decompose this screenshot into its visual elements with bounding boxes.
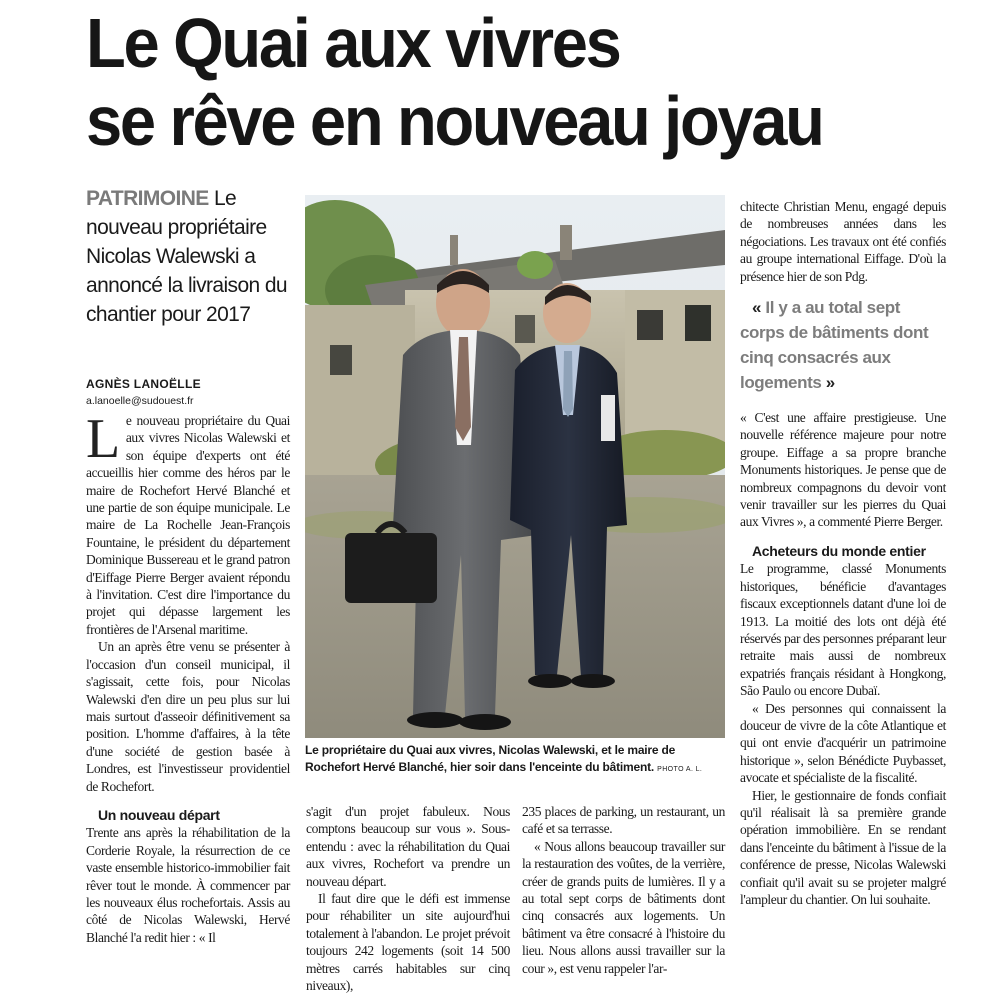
article-column-1 — [86, 408, 290, 946]
body-paragraph: « Nous allons beaucoup travailler sur la restauration des voûtes, de la verrière, créer de grands puits de lumières. Il y a au total sept corps de bâtiments dont cinq consacrés aux logements. Un bâtiment va être consacré à l'histoire du lieu. Nous allons aussi travailler sur la cour », est venu rappeler l'ar- — [522, 838, 725, 976]
body-paragraph: Trente ans après la réhabilitation de la Corderie Royale, la résurrection de ce vaste ensemble historico-immobilier fait rêver tout le monde. À commencer par les nouveaux élus rochefortais. Assis au côté de Nicolas Walewski, Hervé Blanché l'a redit hier : « Il — [86, 825, 290, 945]
body-paragraph: Hier, le gestionnaire de fonds confiait qu'il réalisait là sa première grande opération immobilière. En se rendant dans l'enceinte du bâtiment à l'issue de la conférence de presse, Nicolas Walewski confiait qu'il avait su se projeter malgré l'ampleur du chantier. On lui souhaite. — [740, 787, 946, 907]
article-column-3 — [522, 803, 725, 977]
lead-text: Le nouveau propriétaire Nicolas Walewski a annoncé la livraison du chantier pour 2017 — [86, 187, 288, 326]
body-paragraph: chitecte Christian Menu, engagé depuis de nombreuses années dans les négociations. Les travaux ont été confiés au groupe international Eiffage. D'où la présence hier de son Pdg. — [740, 199, 946, 284]
photo-illustration — [305, 195, 725, 738]
subheading: Un nouveau départ — [98, 806, 220, 823]
article-photo — [305, 195, 725, 738]
headline-line-2: se rêve en nouveau joyau — [86, 82, 823, 160]
author-name: AGNÈS LANOËLLE — [86, 377, 201, 391]
body-paragraph: Il faut dire que le défi est immense pour réhabiliter un site aujourd'hui totalement à l'abandon. Le projet prévoit toujours 242 logements (soit 14 500 mètres carrés habitables sur cinq niveaux), — [306, 891, 510, 994]
lead-paragraph — [86, 184, 296, 329]
drop-cap: L — [86, 408, 120, 470]
author-email: a.lanoelle@sudouest.fr — [86, 395, 194, 407]
headline-line-1: Le Quai aux vivres — [86, 4, 620, 82]
body-paragraph: Le programme, classé Monuments historiques, bénéficie d'avantages fiscaux exceptionnels datant d'une loi de 1913. La moitié des lots ont déjà été réservés par des personnes préparant leur retraite mais aussi de nombreux expatriés français résidant à Hongkong, São Paulo ou encore Dubaï. — [740, 561, 946, 699]
pull-quote: « Il y a au total sept corps de bâtiments dont cinq consacrés aux logements » — [740, 298, 929, 393]
body-paragraph: « C'est une affaire prestigieuse. Une nouvelle référence majeure pour notre groupe. Eiffage a sa propre branche Monuments historiques. Je pense que de nombreux compagnons du devoir vont venir travailler sur les pierres du Quai aux Vivres », a commenté Pierre Berger. — [740, 410, 946, 530]
photo-credit: PHOTO A. L. — [657, 766, 703, 773]
body-paragraph: Le nouveau propriétaire du Quai aux vivres Nicolas Walewski et son équipe d'experts ont été accueillis hier comme des héros par le maire de Rochefort Hervé Blanché et une partie de son équipe municipale. Le maire de La Rochelle Jean-François Fountaine, le président du département Dominique Bussereau et le grand patron d'Eiffage Pierre Berger avaient répondu à l'invitation. C'est dire l'importance du projet qui dépasse largement les frontières de l'Arsenal maritime. — [86, 408, 290, 637]
photo-caption: Le propriétaire du Quai aux vivres, Nicolas Walewski, et le maire de Rochefort Hervé Blanché, hier soir dans l'enceinte du bâtiment. PHOTO A. L. — [305, 743, 703, 774]
subheading: Acheteurs du monde entier — [752, 542, 926, 559]
kicker: PATRIMOINE — [86, 187, 209, 210]
body-paragraph: Un an après être venu se présenter à l'occasion d'un conseil municipal, il s'agissait, cette fois, pour Nicolas Walewski d'en dire un peu plus sur lui mais surtout d'asseoir définitivement sa position. L'homme d'affaires, à la tête d'une société de gestion basée à Londres, est l'investisseur providentiel de Rochefort. — [86, 639, 290, 794]
article-column-2 — [306, 803, 510, 994]
body-paragraph: s'agit d'un projet fabuleux. Nous comptons beaucoup sur vous ». Sous-entendu : avec la réhabilitation du Quai aux vivres, Rochefort va prendre un nouveau départ. — [306, 804, 510, 889]
body-paragraph: « Des personnes qui connaissent la douceur de vivre de la côte Atlantique et qui ont envie d'acquérir un patrimoine historique », selon Bénédicte Puybasset, avocate et spécialiste de la fiscalité. — [740, 700, 946, 786]
body-paragraph: 235 places de parking, un restaurant, un café et sa terrasse. — [522, 804, 725, 837]
article-column-4 — [740, 198, 946, 908]
headline — [86, 4, 923, 160]
